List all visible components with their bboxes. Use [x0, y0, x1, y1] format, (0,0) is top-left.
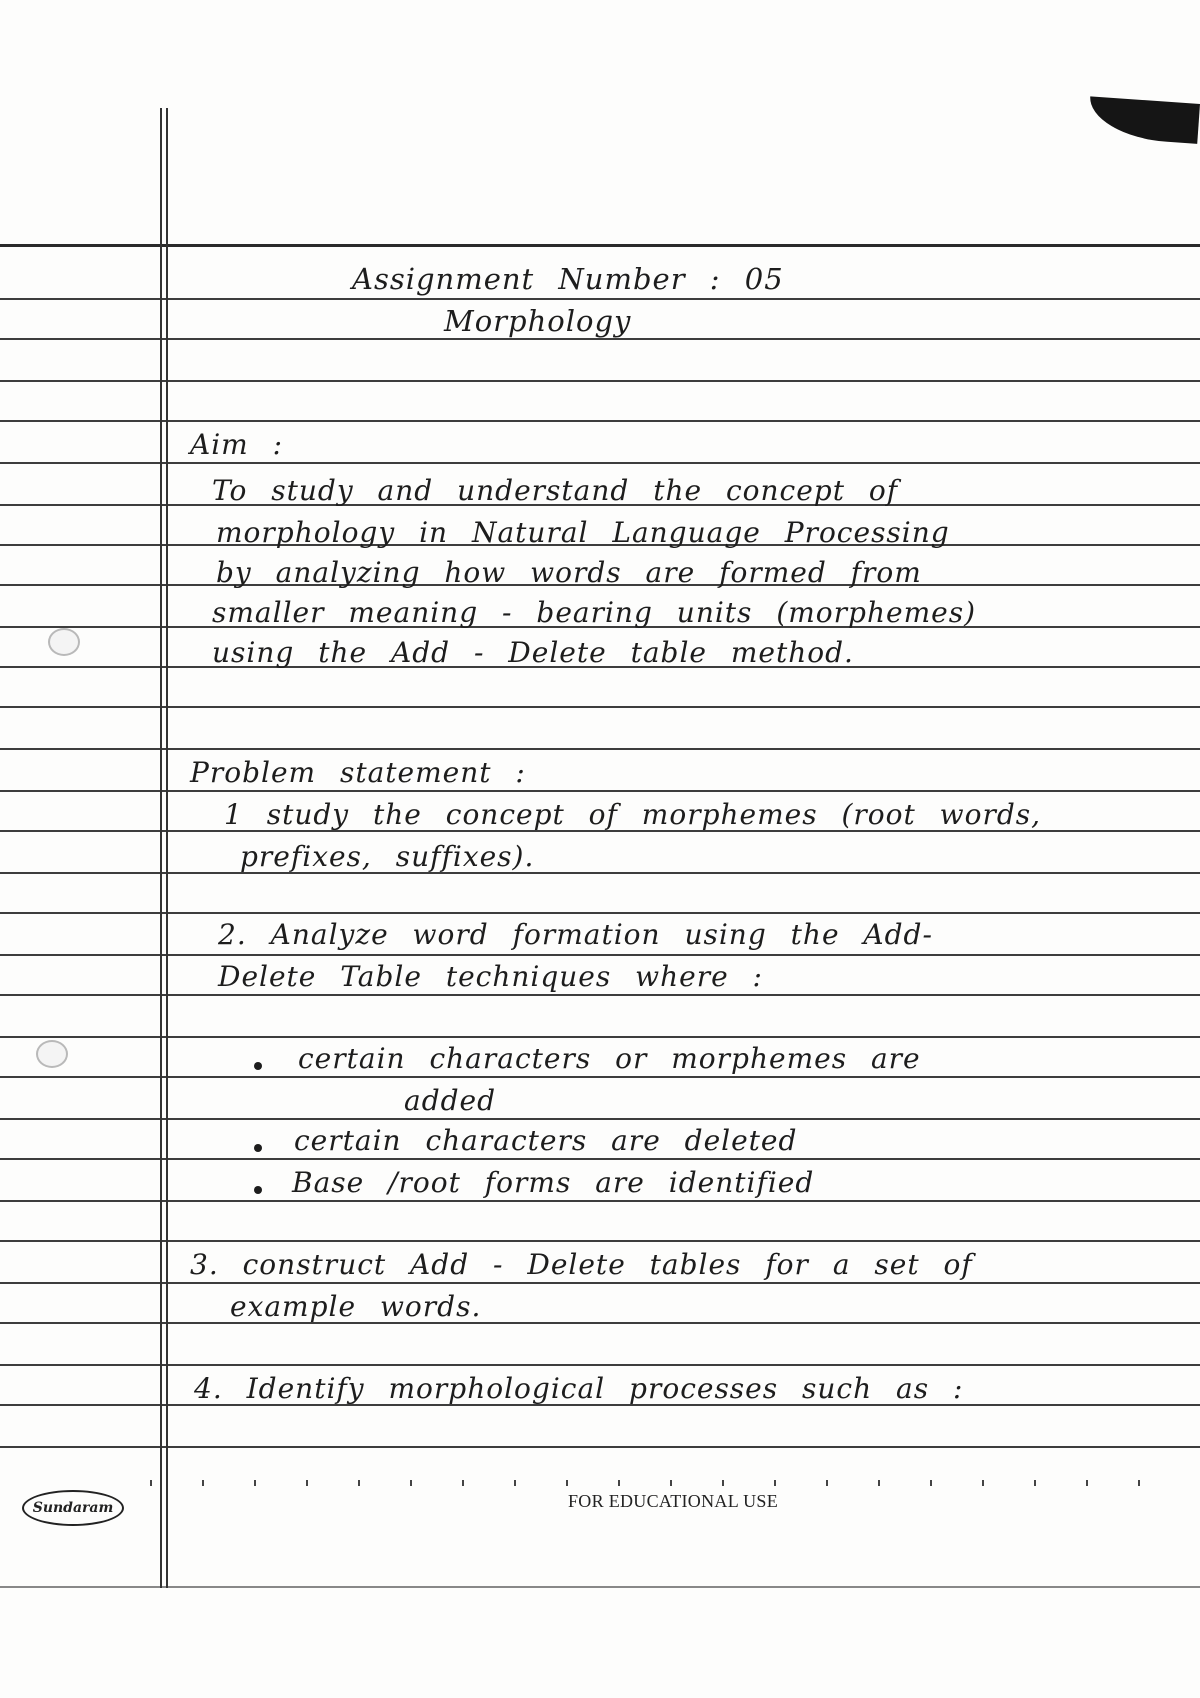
ruled-line [0, 420, 1200, 422]
ruled-line [0, 1036, 1200, 1038]
ruled-line [0, 912, 1200, 914]
ruled-line [0, 1446, 1200, 1448]
ruled-line [0, 872, 1200, 874]
ruled-line [0, 380, 1200, 382]
bullet-dot [254, 1186, 262, 1194]
problem-item-3-cont: example words. [230, 1290, 482, 1323]
ruled-line [0, 462, 1200, 464]
ruled-line [0, 1282, 1200, 1284]
punch-hole [36, 1040, 68, 1068]
margin-line [160, 108, 162, 1588]
brand-logo: Sundaram [22, 1490, 124, 1526]
footer-note: FOR EDUCATIONAL USE [568, 1491, 779, 1511]
ruled-line [0, 1118, 1200, 1120]
ruled-line [0, 1322, 1200, 1324]
aim-line: using the Add - Delete table method. [212, 636, 854, 669]
bottom-rule [0, 1586, 1200, 1588]
bullet-item: certain characters are deleted [294, 1124, 798, 1157]
aim-line: by analyzing how words are formed from [216, 556, 922, 589]
bullet-item-cont: added [404, 1084, 497, 1117]
ruled-line [0, 790, 1200, 792]
ruled-line [0, 1158, 1200, 1160]
problem-heading: Problem statement : [190, 756, 526, 789]
margin-line [166, 108, 168, 1588]
problem-item-3: 3. construct Add - Delete tables for a set of [190, 1248, 973, 1281]
assignment-title: Assignment Number : 05 [352, 262, 784, 296]
ruled-line [0, 1240, 1200, 1242]
assignment-subtitle: Morphology [444, 304, 632, 338]
ruled-line [0, 1364, 1200, 1366]
aim-line: morphology in Natural Language Processing [216, 516, 950, 549]
bullet-item: Base /root forms are identified [292, 1166, 815, 1199]
header-rule [0, 244, 1200, 247]
ruled-line [0, 748, 1200, 750]
aim-heading: Aim : [190, 428, 284, 461]
problem-item-1-cont: prefixes, suffixes). [240, 840, 535, 873]
ruled-line [0, 1200, 1200, 1202]
page-corner-shadow [1087, 96, 1200, 144]
problem-item-1: 1 study the concept of morphemes (root words, [224, 798, 1042, 831]
bullet-dot [254, 1144, 262, 1152]
problem-item-4: 4. Identify morphological processes such as : [194, 1372, 964, 1405]
ruled-line [0, 994, 1200, 996]
ruled-line [0, 298, 1200, 300]
ruled-line [0, 954, 1200, 956]
ruled-line [0, 1076, 1200, 1078]
bullet-dot [254, 1062, 262, 1070]
problem-item-2-cont: Delete Table techniques where : [218, 960, 763, 993]
punch-hole [48, 628, 80, 656]
aim-line: To study and understand the concept of [212, 474, 899, 507]
bullet-item: certain characters or morphemes are [298, 1042, 921, 1075]
problem-item-2: 2. Analyze word formation using the Add- [218, 918, 933, 951]
ruled-line [0, 706, 1200, 708]
bottom-tick-marks [150, 1480, 1190, 1486]
ruled-line [0, 338, 1200, 340]
aim-line: smaller meaning - bearing units (morphemes) [212, 596, 976, 629]
